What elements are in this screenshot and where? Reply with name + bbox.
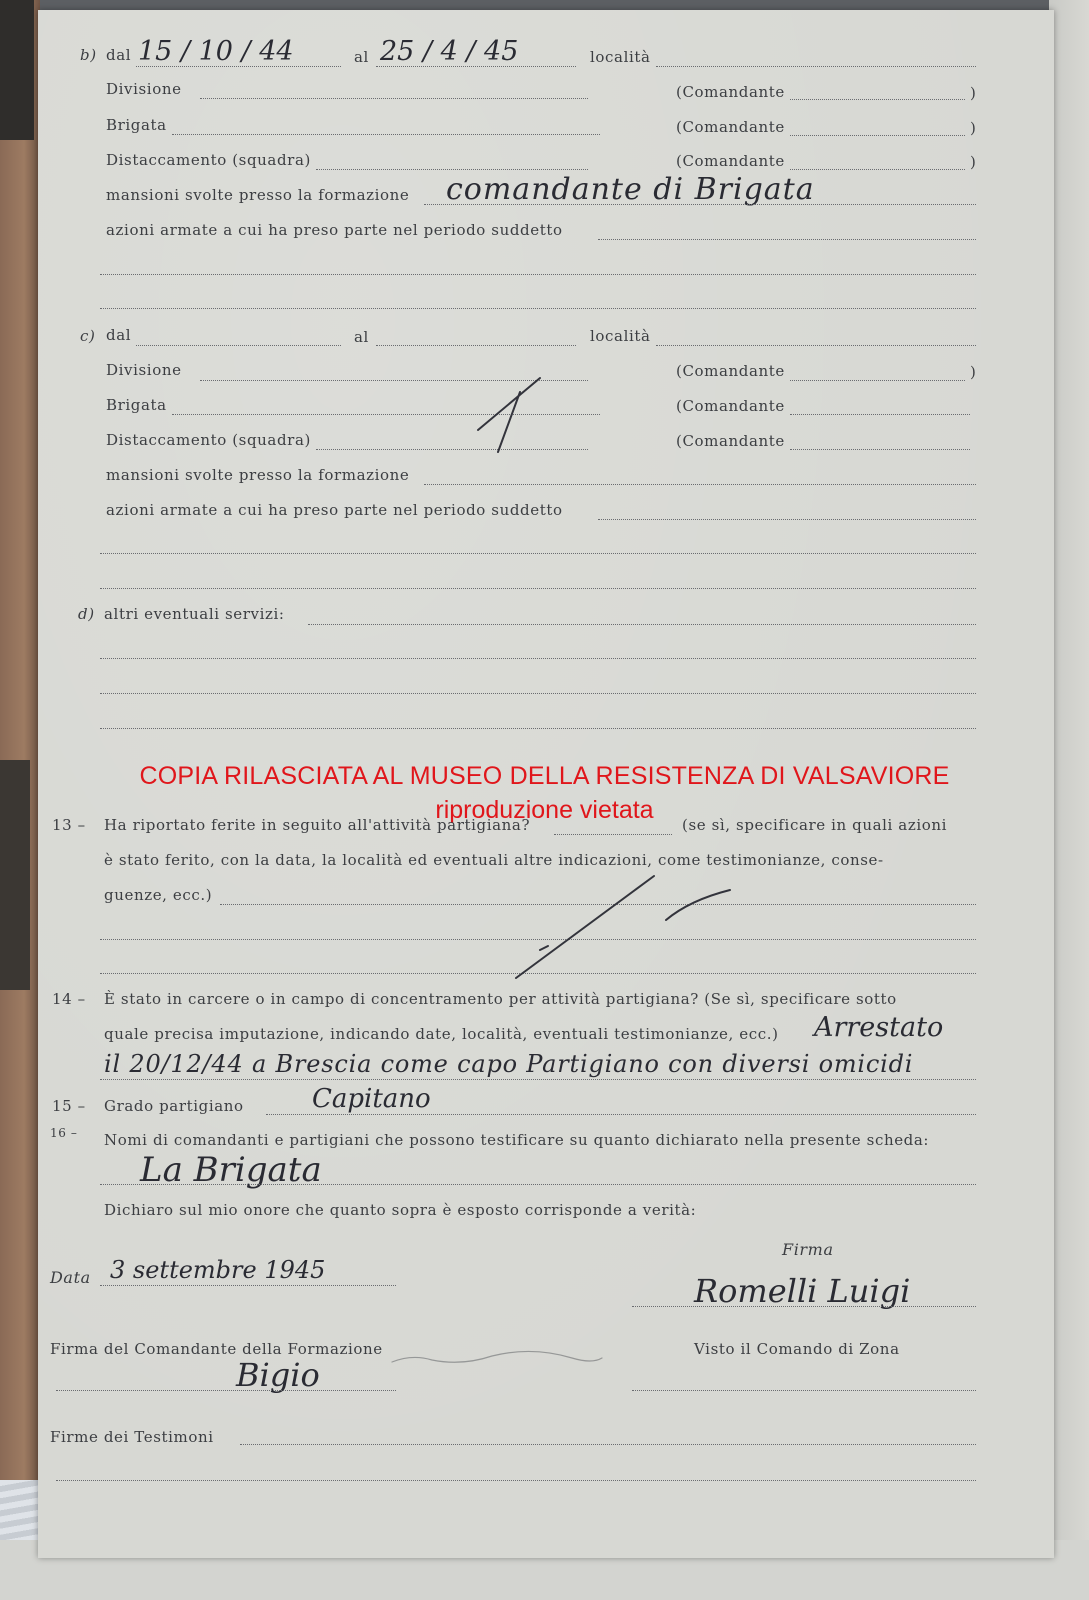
q15-value: Capitano (312, 1084, 431, 1114)
q14-answer-1: Arrestato (814, 1012, 944, 1043)
faint-stamp-scribble (392, 1351, 602, 1362)
q13-text-1: Ha riportato ferite in seguito all'attività partigiana? (104, 816, 531, 834)
section-c-dal-label: dal (106, 326, 132, 344)
section-c-distaccamento-label: Distaccamento (squadra) (106, 431, 311, 449)
section-b-localita-label: località (590, 48, 651, 66)
section-b-paren-2: ) (970, 119, 977, 137)
section-b-distaccamento-label: Distaccamento (squadra) (106, 151, 311, 169)
q14-text-2: quale precisa imputazione, indicando date, località, eventuali testimonianze, ecc.) (104, 1025, 779, 1043)
section-c-azioni-label: azioni armate a cui ha preso parte nel periodo suddetto (106, 501, 563, 519)
section-b-dal-label: dal (106, 46, 132, 64)
firma-comandante-value: Bigio (236, 1356, 320, 1394)
q16-value: La Brigata (140, 1150, 322, 1190)
firma-comandante-label: Firma del Comandante della Formazione (50, 1340, 383, 1358)
section-b-divisione-comandante: (Comandante (676, 83, 785, 101)
section-d-letter: d) (78, 605, 95, 623)
section-c-letter: c) (80, 327, 96, 345)
dot-mark (540, 946, 548, 950)
q16-label: Nomi di comandanti e partigiani che possono testificare su quanto dichiarato nella presente scheda: (104, 1131, 930, 1149)
section-b-mansioni-label: mansioni svolte presso la formazione (106, 186, 410, 204)
q14-number: 14 – (52, 990, 86, 1008)
section-c-brigata-comandante: (Comandante (676, 397, 785, 415)
section-b-paren-1: ) (970, 84, 977, 102)
section-c-paren-1: ) (970, 363, 977, 381)
slash-mark-2 (498, 392, 520, 452)
section-c-brigata-label: Brigata (106, 396, 167, 414)
firma-label: Firma (782, 1240, 834, 1259)
section-b-letter: b) (80, 46, 97, 64)
section-b-brigata-label: Brigata (106, 116, 167, 134)
watermark-line-2: riproduzione vietata (435, 796, 654, 824)
firma-value: Romelli Luigi (694, 1272, 911, 1310)
section-c-localita-label: località (590, 327, 651, 345)
q16-number: 16 – (50, 1126, 78, 1140)
q13-text-1b: (se sì, specificare in quali azioni (682, 816, 948, 834)
section-b-al-value: 25 / 4 / 45 (380, 36, 519, 67)
section-b-divisione-label: Divisione (106, 80, 182, 98)
section-d-label: altri eventuali servizi: (104, 605, 285, 623)
visto-label: Visto il Comando di Zona (694, 1340, 900, 1358)
watermark-line-1: COPIA RILASCIATA AL MUSEO DELLA RESISTENZA DI VALSAVIORE (139, 762, 950, 790)
firme-testimoni-label: Firme dei Testimoni (50, 1428, 214, 1446)
section-c-divisione-label: Divisione (106, 361, 182, 379)
section-b-distaccamento-comandante: (Comandante (676, 152, 785, 170)
section-b-dal-value: 15 / 10 / 44 (138, 36, 294, 67)
section-c-mansioni-label: mansioni svolte presso la formazione (106, 466, 410, 484)
section-c-divisione-comandante: (Comandante (676, 362, 785, 380)
data-label: Data (50, 1268, 91, 1287)
dash-mark-2 (666, 890, 730, 920)
q15-label: Grado partigiano (104, 1097, 244, 1115)
section-b-azioni-label: azioni armate a cui ha preso parte nel periodo suddetto (106, 221, 563, 239)
q14-answer-2: il 20/12/44 a Brescia come capo Partigiano con diversi omicidi (104, 1050, 914, 1078)
dash-mark-1 (516, 876, 654, 978)
q13-text-3: guenze, ecc.) (104, 886, 213, 904)
q13-text-2: è stato ferito, con la data, la località ed eventuali altre indicazioni, come testimonianze, conse- (104, 851, 884, 869)
section-b-al-label: al (354, 48, 369, 66)
section-b-brigata-comandante: (Comandante (676, 118, 785, 136)
declaration: Dichiaro sul mio onore che quanto sopra è esposto corrisponde a verità: (104, 1201, 697, 1219)
q14-text-1: È stato in carcere o in campo di concentramento per attività partigiana? (Se sì, specificare sotto (104, 990, 897, 1008)
q13-number: 13 – (52, 816, 86, 834)
section-b-mansioni-value: comandante di Brigata (446, 172, 815, 207)
section-b-paren-3: ) (970, 153, 977, 171)
data-value: 3 settembre 1945 (110, 1256, 326, 1284)
section-c-distaccamento-comandante: (Comandante (676, 432, 785, 450)
section-c-al-label: al (354, 328, 369, 346)
q15-number: 15 – (52, 1097, 86, 1115)
